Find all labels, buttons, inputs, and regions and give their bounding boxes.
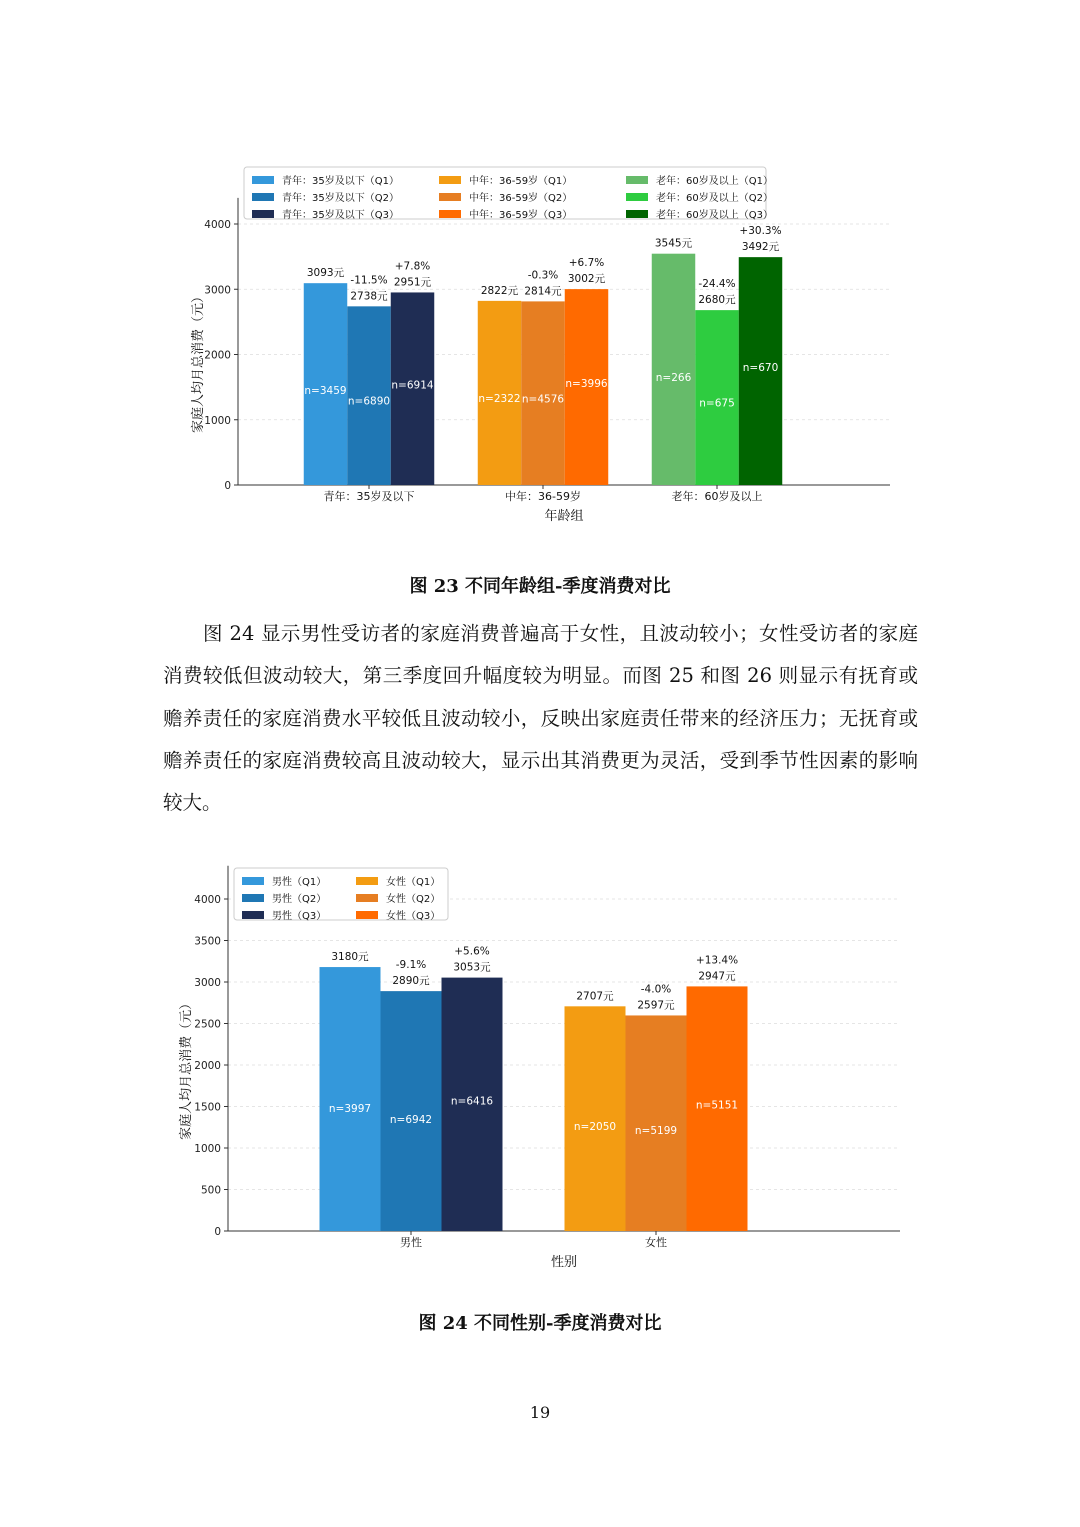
legend-swatch	[439, 210, 461, 218]
legend-swatch	[356, 877, 378, 885]
legend-entry: 中年：36-59岁（Q3）	[469, 210, 573, 221]
legend-swatch	[356, 911, 378, 919]
legend-entry: 女性（Q3）	[386, 911, 441, 922]
sample-size-label: n=6942	[389, 1114, 433, 1127]
bar-value-label: 2814元	[524, 285, 562, 298]
bar-value-label: 3492元	[741, 241, 780, 254]
x-tick-label: 男性	[400, 1236, 422, 1249]
legend-entry: 男性（Q2）	[272, 894, 327, 905]
pct-change-label: +6.7%	[568, 257, 605, 270]
pct-change-label: +7.8%	[394, 260, 431, 273]
x-tick-label: 老年：60岁及以上	[671, 490, 763, 503]
legend-entry: 老年：60岁及以上（Q3）	[656, 210, 773, 221]
bar	[381, 991, 442, 1231]
x-axis-label: 年龄组	[544, 509, 584, 524]
bar	[652, 254, 696, 485]
legend-swatch	[252, 193, 274, 201]
bar-value-label: 2822元	[480, 284, 519, 297]
y-tick-label: 2500	[194, 1018, 221, 1031]
x-axis-label: 性别	[550, 1255, 578, 1270]
bar-value-label: 3180元	[331, 951, 369, 964]
y-tick-label: 3000	[204, 284, 231, 297]
bar-value-label: 2951元	[393, 276, 432, 289]
pct-change-label: +13.4%	[695, 954, 739, 967]
bar-value-label: 3093元	[306, 267, 345, 280]
bar-value-label: 3002元	[567, 273, 606, 286]
bar	[320, 967, 381, 1231]
pct-change-label: -4.0%	[640, 983, 672, 996]
legend-entry: 女性（Q2）	[386, 894, 441, 905]
gender-chart	[0, 850, 1080, 1280]
sample-size-label: n=266	[655, 371, 692, 384]
bar-value-label: 2597元	[637, 999, 675, 1012]
sample-size-label: n=675	[699, 397, 735, 410]
legend-entry: 老年：60岁及以上（Q1）	[656, 176, 773, 187]
legend-swatch	[242, 911, 264, 919]
legend-entry: 女性（Q1）	[386, 877, 441, 888]
pct-change-label: -0.3%	[527, 269, 559, 282]
bar-value-label: 3053元	[453, 961, 491, 974]
pct-change-label: -24.4%	[698, 278, 736, 291]
y-tick-label: 0	[224, 480, 231, 492]
x-tick-label: 青年：35岁及以下	[323, 490, 415, 503]
bar	[565, 1006, 626, 1231]
y-tick-label: 500	[200, 1184, 221, 1197]
legend-entry: 青年：35岁及以下（Q3）	[282, 210, 399, 221]
pct-change-label: +5.6%	[454, 945, 490, 958]
sample-size-label: n=3997	[328, 1103, 372, 1116]
y-tick-label: 3500	[194, 935, 221, 948]
y-tick-label: 4000	[194, 894, 221, 906]
body-paragraph: 图 24 显示男性受访者的家庭消费普遍高于女性，且波动较小；女性受访者的家庭消费较低但波动较大，第三季度回升幅度较为明显。而图 25 和图 26 则显示有抚育或赡养责任的家庭消费水平较低且波动较小，反映出家庭责任带来的经济压力；无抚育或赡养责任的家庭消费较高且波动较大，显示出其消费更为灵活，受到季节性因素的影响较大。	[163, 622, 918, 815]
y-tick-label: 1500	[194, 1101, 221, 1114]
bar	[626, 1015, 687, 1231]
figure-23-caption: 图 23 不同年龄组-季度消费对比	[409, 576, 671, 597]
legend-swatch	[626, 176, 648, 184]
legend-swatch	[439, 176, 461, 184]
bar-value-label: 2680元	[698, 294, 736, 307]
y-tick-label: 4000	[204, 219, 231, 231]
y-tick-label: 3000	[194, 977, 221, 989]
pct-change-label: -11.5%	[350, 274, 388, 287]
bar-value-label: 2890元	[392, 975, 430, 988]
legend-swatch	[252, 176, 274, 184]
legend-swatch	[252, 210, 274, 218]
x-tick-label: 中年：36-59岁	[505, 490, 581, 503]
bar-value-label: 2947元	[698, 970, 736, 983]
sample-size-label: n=4576	[521, 393, 565, 406]
y-tick-label: 1000	[204, 414, 231, 427]
bar-value-label: 3545元	[654, 237, 693, 250]
legend-entry: 中年：36-59岁（Q2）	[469, 193, 573, 204]
sample-size-label: n=3996	[565, 378, 608, 391]
legend-entry: 青年：35岁及以下（Q1）	[282, 176, 399, 187]
x-tick-label: 女性	[645, 1236, 667, 1249]
y-axis-label: 家庭人均月总消费（元）	[179, 996, 194, 1140]
legend-swatch	[626, 193, 648, 201]
sample-size-label: n=6914	[391, 379, 434, 392]
sample-size-label: n=3459	[304, 385, 347, 398]
page-number: 19	[529, 1403, 551, 1422]
y-tick-label: 1000	[194, 1143, 221, 1155]
legend-entry: 青年：35岁及以下（Q2）	[282, 193, 399, 204]
y-tick-label: 0	[214, 1226, 221, 1238]
sample-size-label: n=6416	[450, 1095, 494, 1108]
sample-size-label: n=5199	[634, 1125, 678, 1138]
age-group-chart	[0, 0, 1080, 540]
bar-value-label: 2707元	[576, 990, 614, 1003]
bar	[304, 283, 348, 485]
pct-change-label: -9.1%	[395, 959, 427, 972]
sample-size-label: n=5151	[695, 1099, 739, 1112]
figure-24-caption: 图 24 不同性别-季度消费对比	[418, 1313, 662, 1334]
legend-entry: 中年：36-59岁（Q1）	[469, 176, 573, 187]
legend-swatch	[242, 877, 264, 885]
legend-swatch	[356, 894, 378, 902]
sample-size-label: n=670	[742, 362, 779, 375]
legend-swatch	[626, 210, 648, 218]
legend-swatch	[242, 894, 264, 902]
pct-change-label: +30.3%	[739, 225, 782, 238]
sample-size-label: n=2322	[478, 393, 521, 406]
bar-value-label: 2738元	[350, 290, 388, 303]
legend-entry: 男性（Q1）	[272, 877, 327, 888]
y-axis-label: 家庭人均月总消费（元）	[191, 289, 206, 433]
y-tick-label: 2000	[204, 349, 231, 362]
legend-swatch	[439, 193, 461, 201]
legend-entry: 男性（Q3）	[272, 911, 327, 922]
legend-entry: 老年：60岁及以上（Q2）	[656, 193, 773, 204]
sample-size-label: n=2050	[573, 1120, 617, 1133]
y-tick-label: 2000	[194, 1060, 221, 1072]
sample-size-label: n=6890	[347, 395, 391, 408]
